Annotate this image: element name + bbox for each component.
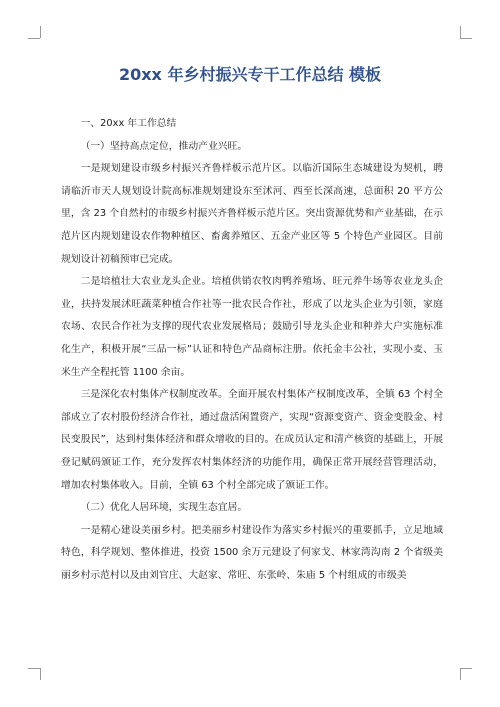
body-paragraph: 一是精心建设美丽乡村。把美丽乡村建设作为落实乡村振兴的重要抓手，立足地域特色，科学规划、整体推进，投资 1500 余万元建设了何家戈、林家湾沟南 2 个省级美丽乡村示范村以及由刘官庄、大赵家、常旺、东张岭、朱庙 5 个村组成的市级美	[61, 524, 443, 581]
body-paragraph: 三是深化农村集体产权制度改革。全面开展农村集体产权制度改革，全镇 63 个村全部成立了农村股份经济合作社，通过盘活闲置资产，实现“资源变资产、资金变股金、村民变股民”，达到村集体经济和群众增收的目的。在成员认定和清产核资的基础上，开展登记赋码颁证工作，充分发挥农村集体经济的功能作用，确保正常开展经营管理活动，增加农村集体收入。目前，全镇 63 个村全部完成了颁证工作。	[61, 389, 443, 491]
document-title: 20xx 年乡村振兴专干工作总结 模板	[118, 65, 382, 84]
body-paragraph: 一是规划建设市级乡村振兴齐鲁样板示范片区。以临沂国际生态城建设为契机，聘请临沂市天人规划设计院高标准规划建设东至沭河、西至长深高速，总面积 20 平方公里，含 23 个自然村的市级乡村振兴齐鲁样板示范片区。突出资源优势和产业基础，在示范片区内规划建设农作物种植区、畜禽养殖区、五金产业区等 5 个特色产业园区。目前规划设计初稿预审已完成。	[61, 163, 443, 265]
section-heading: 一、20xx 年工作总结	[80, 118, 177, 129]
subsection-heading: （二）优化人居环境，实现生态宜居。	[80, 502, 248, 514]
document-body	[61, 113, 443, 587]
body-paragraph: 二是培植壮大农业龙头企业。培植供销农牧肉鸭养殖场、旺元养牛场等农业龙头企业，扶持发展沭旺蔬菜种植合作社等一批农民合作社，形成了以龙头企业为引领，家庭农场、农民合作社为支撑的现代农业发展格局；鼓励引导龙头企业和种养大户实施标准化生产，积极开展“三品一标”认证和特色产品商标注册。依托金丰公社，实现小麦、玉米生产全程托管 1100 余亩。	[61, 276, 443, 378]
subsection-heading: （一）坚持高点定位，推动产业兴旺。	[80, 140, 248, 152]
